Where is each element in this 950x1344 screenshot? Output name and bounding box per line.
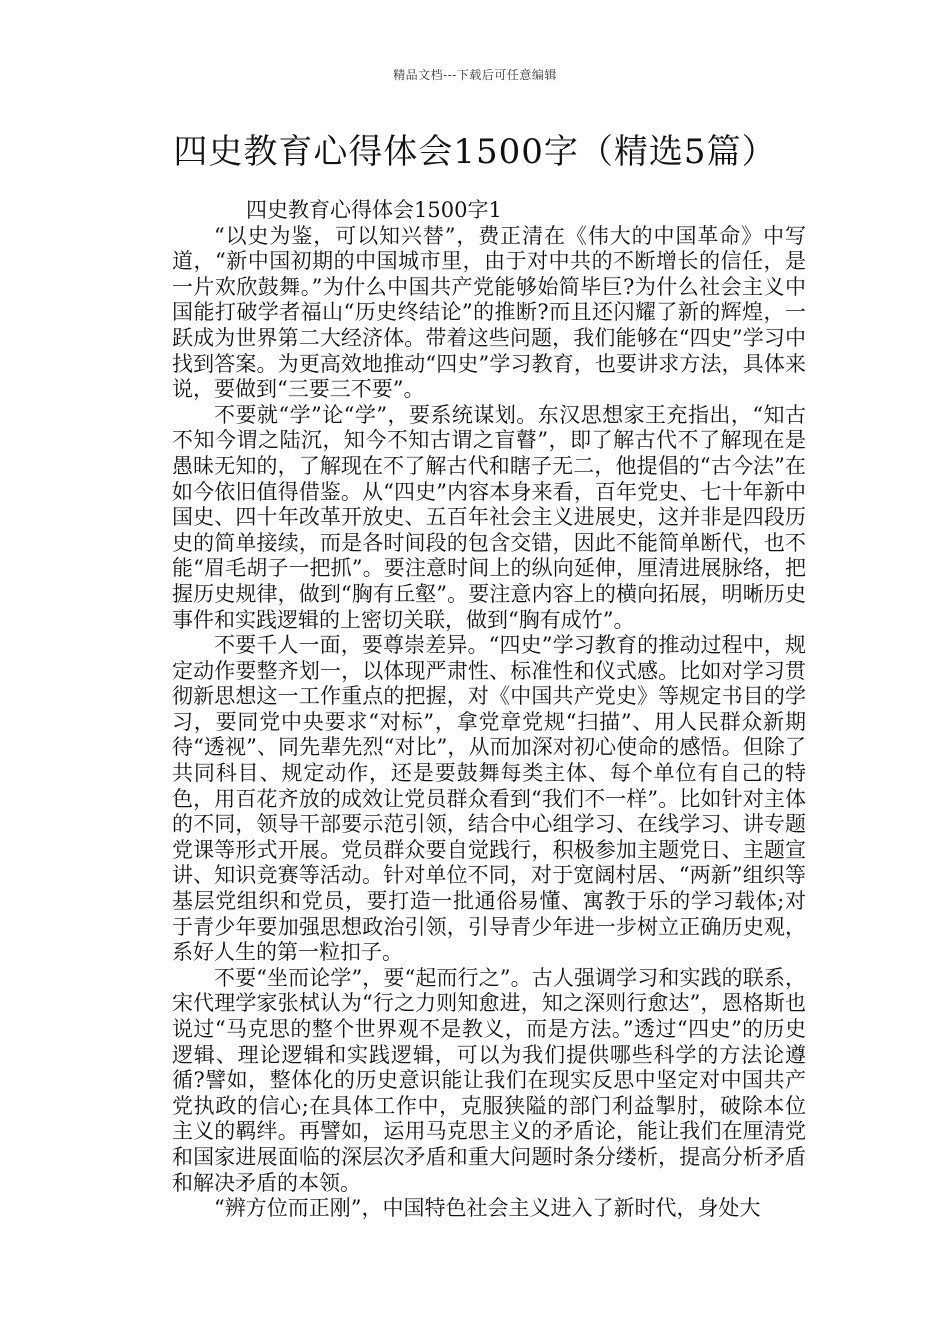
header-note: 精品文档---下载后可任意编辑 bbox=[393, 68, 557, 82]
paragraph-5: “辨方位而正刚”，中国特色社会主义进入了新时代，身处大 bbox=[214, 1196, 761, 1221]
paragraph-2: 不要就“学”论“学”，要系统谋划。东汉思想家王充指出，“知古不知今谓之陆沉，知今不知古谓之盲瞽”，即了解古代不了解现在是愚昧无知的，了解现在不了解古代和瞎子无二，他提倡的“古今法”在如今依旧值得借鉴。从“四史”内容本身来看，百年党史、七十年新中国史、四十年改革开放史、五百年社会主义进展史，这并非是四段历史的简单接续，而是各时间段的包含交错，因此不能简单断代，也不能“眉毛胡子一把抓”。要注意时间上的纵向延伸，厘清进展脉络，把握历史规律，做到“胸有丘壑”。要注意内容上的横向拓展，明晰历史事件和实践逻辑的上密切关联，做到“胸有成竹”。 bbox=[172, 402, 806, 632]
document-body bbox=[172, 198, 806, 1222]
paragraph-3: 不要千人一面，要尊崇差异。“四史”学习教育的推动过程中，规定动作要整齐划一，以体现严肃性、标准性和仪式感。比如对学习贯彻新思想这一工作重点的把握，对《中国共产党史》等规定书目的学习，要同党中央要求“对标”，拿党章党规“扫描”、用人民群众新期待“透视”、同先辈先烈“对比”，从而加深对初心使命的感悟。但除了共同科目、规定动作，还是要鼓舞每类主体、每个单位有自己的特色，用百花齐放的成效让党员群众看到“我们不一样”。比如针对主体的不同，领导干部要示范引领，结合中心组学习、在线学习、讲专题党课等形式开展。党员群众要自觉践行，积极参加主题党日、主题宣讲、知识竞赛等活动。针对单位不同，对于宽阔村居、“两新”组织等基层党组织和党员，要打造一批通俗易懂、寓教于乐的学习载体;对于青少年要加强思想政治引领，引导青少年进一步树立正确历史观，系好人生的第一粒扣子。 bbox=[172, 633, 806, 965]
paragraph-4: 不要“坐而论学”，要“起而行之”。古人强调学习和实践的联系，宋代理学家张栻认为“行之力则知愈进，知之深则行愈达”，恩格斯也说过“马克思的整个世界观不是教义，而是方法。”透过“四史”的历史逻辑、理论逻辑和实践逻辑，可以为我们提供哪些科学的方法论遵循?譬如，整体化的历史意识能让我们在现实反思中坚定对中国共产党执政的信心;在具体工作中，克服狭隘的部门利益掣肘，破除本位主义的羁绊。再譬如，运用马克思主义的矛盾论，能让我们在厘清党和国家进展面临的深层次矛盾和重大问题时条分缕析，提高分析矛盾和解决矛盾的本领。 bbox=[172, 965, 806, 1195]
paragraph-1: “以史为鉴，可以知兴替”，费正清在《伟大的中国革命》中写道，“新中国初期的中国城市里，由于对中共的不断增长的信任，是一片欢欣鼓舞。”为什么中国共产党能够始简毕巨?为什么社会主义中国能打破学者福山“历史终结论”的推断?而且还闪耀了新的辉煌，一跃成为世界第二大经济体。带着这些问题，我们能够在“四史”学习中找到答案。为更高效地推动“四史”学习教育，也要讲求方法，具体来说，要做到“三要三不要”。 bbox=[172, 223, 806, 402]
document-title: 四史教育心得体会1500字（精选5篇） bbox=[173, 132, 777, 172]
section-heading: 四史教育心得体会1500字1 bbox=[246, 198, 502, 222]
